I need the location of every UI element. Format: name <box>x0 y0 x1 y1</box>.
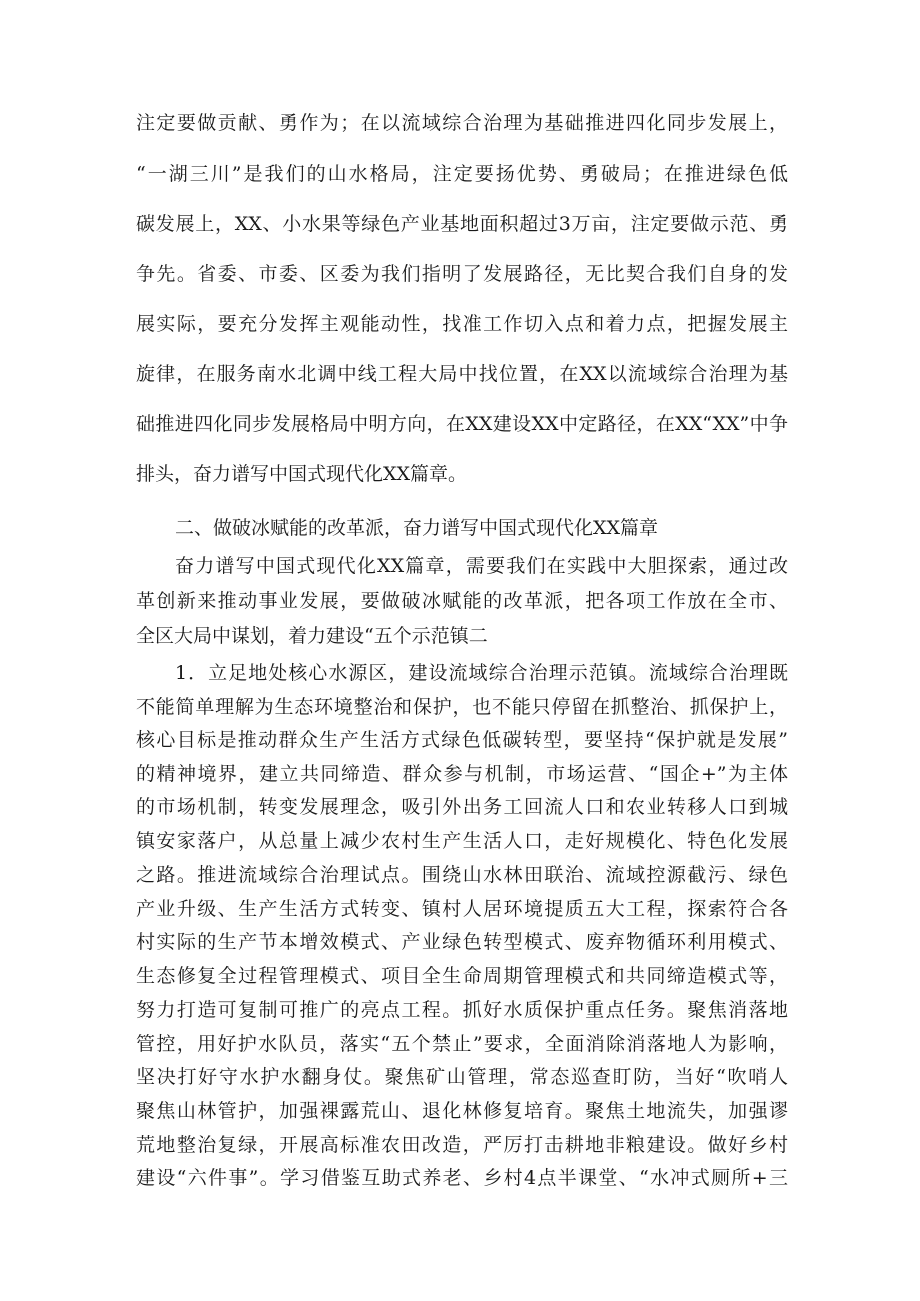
text-line: 革创新来推动事业发展，要做破冰赋能的改革派，把各项工作放在全市、 <box>136 590 788 612</box>
text-line: 1．立足地处核心水源区，建设流域综合治理示范镇。流域综合治理既 <box>175 662 788 684</box>
text-line: 础推进四化同步发展格局中明方向，在XX建设XX中定路径，在XX“XX”中争 <box>136 413 788 435</box>
text-line: 不能简单理解为生态环境整治和保护，也不能只停留在抓整治、抓保护上， <box>136 696 788 718</box>
text-line: 努力打造可复制可推广的亮点工程。抓好水质保护重点任务。聚焦消落地 <box>136 999 788 1021</box>
text-line: 生态修复全过程管理模式、项目全生命周期管理模式和共同缔造模式等， <box>136 965 788 987</box>
text-line: 争先。省委、市委、区委为我们指明了发展路径，无比契合我们自身的发 <box>136 263 788 285</box>
text-line: 之路。推进流域综合治理试点。围绕山水林田联治、流域控源截污、绿色 <box>136 864 788 886</box>
section-heading: 二、做破冰赋能的改革派，奋力谱写中国式现代化XX篇章 <box>175 517 659 539</box>
text-line: 展实际，要充分发挥主观能动性，找准工作切入点和着力点，把握发展主 <box>136 313 788 335</box>
text-line: 镇安家落户，从总量上减少农村生产生活人口，走好规模化、特色化发展 <box>136 830 788 852</box>
text-line: 核心目标是推动群众生产生活方式绿色低碳转型，要坚持“保护就是发展” <box>136 729 788 751</box>
text-line: 产业升级、生产生活方式转变、镇村人居环境提质五大工程，探索符合各 <box>136 898 788 920</box>
text-line: 村实际的生产节本增效模式、产业绿色转型模式、废弃物循环利用模式、 <box>136 931 788 953</box>
text-line: 聚焦山林管护，加强裸露荒山、退化林修复培育。聚焦土地流失，加强谬 <box>136 1100 788 1122</box>
text-line: 旋律，在服务南水北调中线工程大局中找位置，在XX以流域综合治理为基 <box>136 363 788 385</box>
text-line: 奋力谱写中国式现代化XX篇章，需要我们在实践中大胆探索，通过改 <box>175 555 788 577</box>
text-line: 的市场机制，转变发展理念，吸引外出务工回流人口和农业转移人口到城 <box>136 796 788 818</box>
text-line: 全区大局中谋划，着力建设“五个示范镇二 <box>136 625 488 647</box>
text-line: 排头，奋力谱写中国式现代化XX篇章。 <box>136 463 468 485</box>
text-line: “一湖三川”是我们的山水格局，注定要扬优势、勇破局；在推进绿色低 <box>136 163 788 185</box>
text-line: 的精神境界，建立共同缔造、群众参与机制，市场运营、“国企+”为主体 <box>136 763 788 785</box>
text-line: 碳发展上，XX、小水果等绿色产业基地面积超过3万亩，注定要做示范、勇 <box>136 213 788 235</box>
text-line: 管控，用好护水队员，落实“五个禁止”要求，全面消除消落地人为影响， <box>136 1033 788 1055</box>
text-line: 注定要做贡献、勇作为；在以流域综合治理为基础推进四化同步发展上， <box>136 112 788 134</box>
text-line: 荒地整治复绿，开展高标准农田改造，严厉打击耕地非粮建设。做好乡村 <box>136 1134 788 1156</box>
text-line: 建设“六件事”。学习借鉴互助式养老、乡村4点半课堂、“水冲式厕所+三 <box>136 1167 788 1189</box>
text-line: 坚决打好守水护水翻身仗。聚焦矿山管理，常态巡查盯防，当好“吹哨人 <box>136 1066 788 1088</box>
